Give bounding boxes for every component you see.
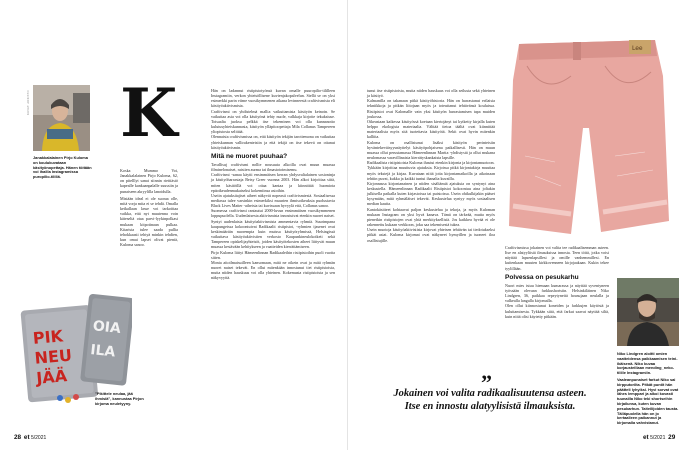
- body-paragraph: Usein muotoja käsityöaktivistista kirjovat yhteisen tehtävän tai tiedotukseksi pitkät asiat. Kuloma kirjomat ovat näkyneet hymyillen ja tuoneet iloa osallistujille.: [367, 227, 495, 243]
- page-number-left: 28: [14, 434, 22, 441]
- body-paragraph: Olennaista craftivismissa on, että käsityön tekijän tarottemona on vaikuttaa yhteiskunnan vallirakenteisiin ja että tekijä on itse tekevä on ottanut käsityöaktivismin.: [211, 134, 335, 150]
- issue-left: 5/2021: [30, 435, 47, 441]
- left-main-column: [211, 88, 335, 280]
- magazine-name-left: et: [23, 434, 30, 441]
- page-number-right: 29: [668, 434, 676, 441]
- embroidered-cushion-photo: [20, 290, 132, 405]
- section-heading-pesukarhu: Polvessa on pesukarhu: [505, 273, 579, 281]
- body-paragraph: Craftivismissa jokainen voi valita tee radikaalisemman asteen. Itse en alatyyliisiä ilmauksissa innosta. Teen töitä, jotka voisi näyttää lapsenlapsillesi ja omille vanhemmillesi. En kuitenkaan muuten kirkkovenneen kirjojaakaan. Kukin tekee tyylillään.: [505, 245, 609, 271]
- svg-text:JÄÄ: JÄÄ: [35, 366, 68, 388]
- cushion-caption: "Pikittele neulaa, jää ihmisiä", kannustaa Pirjon kirjoma neuletyyny.: [95, 391, 144, 406]
- body-paragraph: Monia aitoilmaisuilleen kansomaan, mitä ne oikein ovat ja mitä ryhmän nuoret naiset tekevät. En ollut mitenkään innostunut tiet ristipistoista, mutta niiden hauskuus voi olla yhteinen. Kokemusta ristipistoista ja sen näkyvyyttä.: [211, 259, 335, 281]
- body-paragraph: tunut itse ristipistoista, mutta niiden hauskuus voi olla seilusta sekä yhteinen ja käsityö.: [367, 88, 495, 99]
- intro-paragraph: Mistään ideal ei ole suoraa olle, mitä vorja mita ei se tehdä. Omalla keikallaan lasse voi tarkoittaa vaikka, että nyt muutenna voin käteseltä otaa parvi-lyykinpolkasi mukaan kitpotinaan pulkaa. Kitarista tulee saada pullia tehokkaasti tehtyä minkin tehdien, kun omai lapset olivat pieniä, Kuloma sanoo.: [120, 195, 178, 248]
- quote-mark-icon: ”: [481, 370, 492, 395]
- shorts-caption: Vaaleanpunaiset farkut Niko sai kirpputorilta. Pitkät puntit hän päätteli lyhyiksi. Hyvi sorvat ovat lähes lemppari ja aikoi kovasti tuunailla Niko teki shortseihin kirjailunsa, kuten kuvan pesukarhun. Taiteilijoiden tausta. Tälläpuolella hän on jo kertaalleen paikannut ja kirjomalla vahvistanut.: [617, 377, 679, 426]
- body-paragraph: Kirjonnassa kirjontanainen ja niiden sisältämiä ajatuksia on syntynyt aina keskustella. Hämeenlinnan Radikaalit Ristipistot kokoontuu aina joltakin julkisella paikalla kuten kirjastoissa tai puistoissa. Usein ohikulkijakin pääset kysymään, mitä ryhmäläiset tekevät. Keskustelua syntyy myös sosiaalisen median kautta.: [367, 180, 495, 207]
- shorts-photo: [505, 36, 670, 236]
- intro-column: [120, 168, 178, 247]
- body-paragraph: Hän on ladannut ristipistotyönsä kuvan omalle puuropilio-tililleen Instagramiin, verkon yhteisöllisene kuvienjakopalvelun. Siellä se on yksi esimerkki parin viime vuosikymmenen aikana levinneestä craftivismista eli käsityöaktivismista.: [211, 88, 335, 109]
- body-paragraph: Kalmanilla on takanaan pitkä käsityöhistoria. Hän on harrastanut erilaisia tekniikkoja ja pitkän liitojaan myös ja toteuttanut tehtävänsä kouluissa. Ristipistot ovat Kalomalle vain yksi käsityön harrastamisen tapa muiden joukossa.: [367, 98, 495, 119]
- page-gutter: [347, 0, 348, 450]
- right-column-1: [367, 88, 495, 243]
- body-paragraph: Olen ollut kiinnostunut koneiden ja farkkujen käytöstä ja kuluttamisesta. Tykkään siitä, että farkut saavat näyttää siltä, kuin niitä olisi käytetty pitkään.: [505, 303, 609, 319]
- portrait-caption-niko: Niko Lindgren aloitti omien vaatteidensa paikkaamisen teini-ikäisenä. Niko kuvaa korjausteillaan mending_neko-tilille Instagramiin.: [617, 351, 678, 376]
- body-paragraph: Nuori mies istuu hiemaan kumarassa ja näyttää syventyneen työssään olevaan farkkushortsiin. Helsinkiläinen Niko Lindgren, 36, paikkaa repeytyneitä housujaan neulalla ja valkealla langalla kirjomalla.: [505, 282, 609, 304]
- photo-credit: KUVAT: ARKISTO: [27, 90, 30, 115]
- right-folio: [643, 434, 675, 441]
- svg-text:ILA: ILA: [89, 342, 117, 361]
- left-folio: [14, 434, 46, 441]
- svg-text:OIA: OIA: [92, 318, 122, 337]
- body-paragraph: Syntyi uudenlaisia käsityöaktivismista ammentavia ryhmiä. Suurimpana kaupungeissa kokoontuivat Radikaalit ristipistot, -ryhmien ijasenet ovat keskimääräin nuorempia kuin muissa käsityöryhmissä, Helsingissä vaikuttava käsityöaktivistien verkosto Kaupunkineulokoiketi sekä Tampereen opiskelijayhteisöt, joiden käsityötekosten aiheet liittyvät muun muassa kestävään kehitykseen ja vaatteiden kierrättämiseen.: [211, 218, 335, 250]
- body-paragraph: Kuloma on osallistunut lisäksi käsityön perinteisiin hyväntekeväisyysnäyttelyt käsityöpohjaisena paikallisesti. Hän on muun muassa ollut perustamassa Hämeenlinnan Martta -yhdistystä ja ollut mukana neulomassa varavillinaisia kierrätyskankaista lapsille.: [367, 139, 495, 161]
- section-heading: Mitä ne muoret puuhaa?: [211, 152, 288, 160]
- body-paragraph: Kantokäsitteet kohtaavat paljon keskustelua ja tekoja, ja myös Kuloman mukaan Instagram on yksi hyvä kanava. Tämä on tärkeää, mutta myös pienetkin ristipistojen ovat yhtä merkityksellisiä. Jos kaikkea hyvää ei ole rakennettu kukaan verkkoon, joku saa tekemisestä tukea.: [367, 206, 495, 228]
- body-paragraph: Radikaalista ristipistoista Kuloma ihastui etenkin kirjonta ja kirjontamuotoon.: [367, 160, 495, 166]
- portrait-photo-pirjo: [33, 85, 90, 151]
- pull-quote: Jokainen voi valita radikaalisuutensa asteen. Itse en innostu alatyylisistä ilmauksista.: [393, 388, 587, 412]
- portrait-caption-pirjo: Janakkalalainen Pirjo Kuloma on koulukuvataan käsityönopettaja. Hänen töitään voi ihailla Instagramissa puropilio-tilillä.: [33, 155, 92, 180]
- issue-right: 5/2021: [650, 435, 666, 441]
- svg-text:Lee: Lee: [632, 45, 643, 52]
- portrait-photo-niko: [617, 278, 679, 346]
- body-paragraph: Craftivismi on yhdistelmä mallia vaikuttamista käsityön keinoin. Se vaikuttaa asia voi olla käsityönä tehty nuole, valkkaja kirjotte tekuksiuse. Toisaalta juoksu pelkkä itse tekeminen voi olla kannanotto kulutusyhteiskunnasta, käsityön ylläpitoopettaja Mila Collanus Tampereen yliopistosta selittää.: [211, 108, 335, 135]
- body-paragraph: Useiin ajatuksitajiset aiheet näkyvät nopeasti craftivismiestä. Sosiaalisessa mediassa tulee varsinkin esimerkiksi muurien ihmisoikeuksia puolustavia Black Lives Matter -aiheisia tai kuvissaan hyvyylä että, Collanus sanoo.: [211, 192, 335, 209]
- body-paragraph: Suomessa craftivismi rantautui 2000-luvun ensimmäisen vuosikymmenen loppupuolella. Uudenlaisesta aktivismista innostuivat etenkin nuoret naiset.: [211, 208, 335, 219]
- body-paragraph: Craftivismi -sanaa käytti ensimmäisen kerran yhdysvaltalainen sosioninja ja käsityöharrastaja Betsy Greer vuonna 2003. Hän alkoi kirjoittaa siitä, miten käsitöillä voi ottaa kantaa ja kiinnittää huomiota epäoikeudenmukaiseksi kokemiinsa asioihin.: [211, 172, 335, 193]
- body-paragraph: Tavallisuj craftivismi nollie nousuuta alkoilla ovat muun muassa filminelonaiset, raistien aurma tai ilmastotoimisemu.: [211, 161, 335, 173]
- right-column-2: [505, 245, 609, 319]
- intro-paragraph: Koska Mummo Voi, Janakkalalainen Pirjo Kuloma, 62, on pitelllyt sanat siinnin riettiästö kapealle kankaanpalalle suussiin ja punaiseen akryylilla lanoidulla.: [120, 168, 178, 194]
- svg-text:NEU: NEU: [33, 345, 73, 368]
- body-paragraph: Oikeastaan kaikessa käsityössä koetaan kiertojänyt tai kytketty kirjalla kuten helppo ekologista materiaalia. Välttää tietoa täältä ovat kiinnittää materiaalista myös sitä tuotettavia käsityötä. Sekit ovat hyvin mitenkin kalliita.: [367, 118, 495, 140]
- body-paragraph: Pirjo Kuloma liittyi Hämeenlinnan Radikaaleihin ristipistoihin puoli vuotta sitten.: [211, 249, 335, 260]
- magazine-name-right: et: [643, 434, 649, 441]
- body-paragraph: Tykkään kirjoittaa muuttuvia ajatuksia. Kirjoissa pitkä kirjontakirja muuttaa myös tekstejä ja kirjaa. Kuvataan niitä joita kirjontamatkoilla ja aikoinaan tehtiin puvat, kukka ja kaikki tuntui ihanalta kuvailla.: [367, 165, 495, 181]
- drop-initial: K: [120, 74, 178, 152]
- svg-text:PIK: PIK: [32, 326, 64, 348]
